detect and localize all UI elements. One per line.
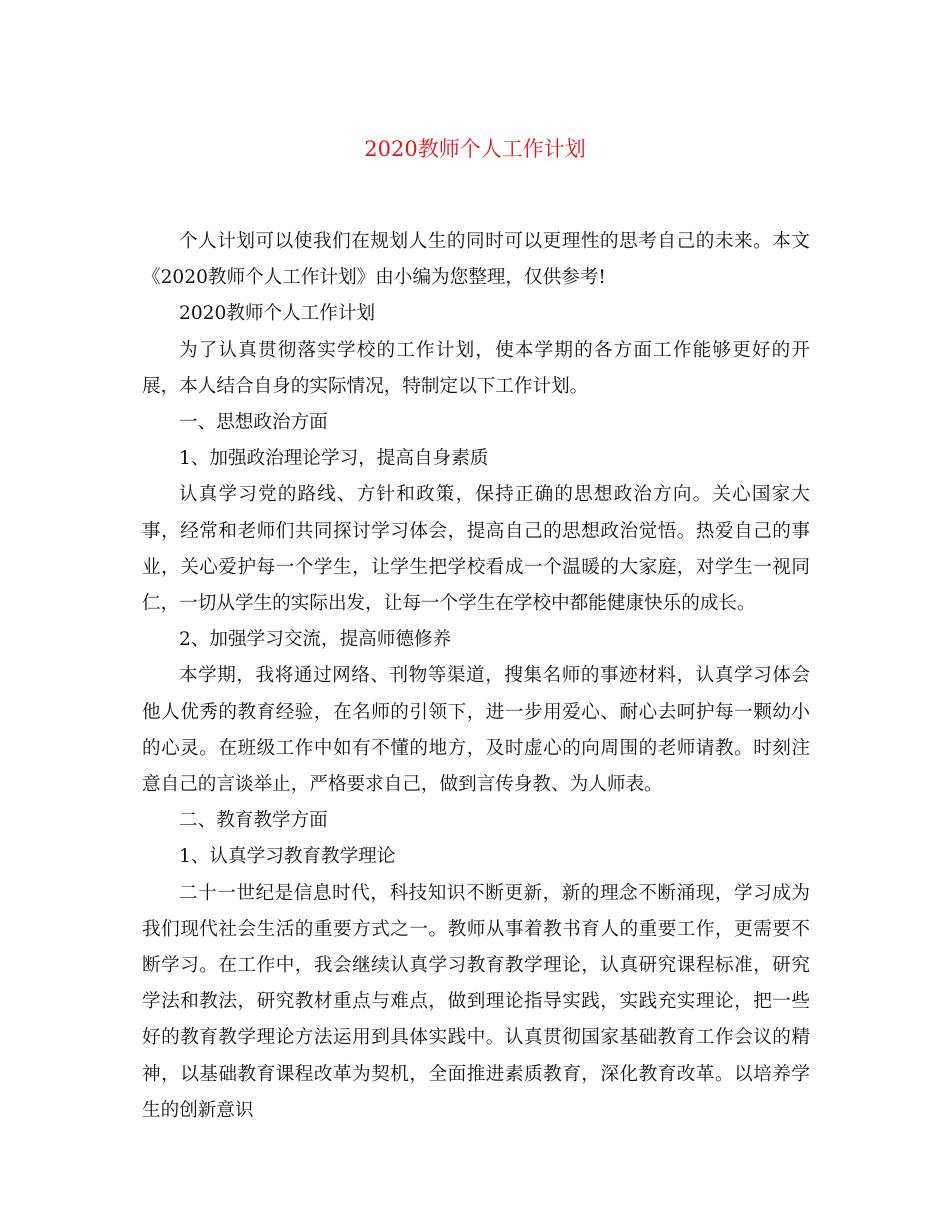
subsection-heading-education-theory: 1、认真学习教育教学理论 <box>179 846 396 868</box>
section-heading-political: 一、思想政治方面 <box>179 412 328 434</box>
ethics-paragraph: 本学期，我将通过网络、刊物等渠道，搜集名师的事迹材料，认真学习体会他人优秀的教育经验，在名师的引领下，进一步用爱心、耐心去呵护每一颗幼小的心灵。在班级工作中如有不懂的地方，及时虚心的向周围的老师请教。时刻注意自己的言谈举止，严格要求自己，做到言传身教、为人师表。 <box>142 665 810 796</box>
section-heading-teaching: 二、教育教学方面 <box>179 810 328 832</box>
document-body <box>142 224 810 1129</box>
intro-paragraph: 个人计划可以使我们在规划人生的同时可以更理性的思考自己的未来。本文《2020教师个人工作计划》由小编为您整理，仅供参考! <box>142 231 810 289</box>
document-title: 2020教师个人工作计划 <box>364 137 586 161</box>
education-theory-paragraph: 二十一世纪是信息时代，科技知识不断更新，新的理念不断涌现，学习成为我们现代社会生活的重要方式之一。教师从事着教书育人的重要工作，更需要不断学习。在工作中，我会继续认真学习教育教学理论，认真研究课程标准，研究学法和教法，研究教材重点与难点，做到理论指导实践，实践充实理论，把一些好的教育教学理论方法运用到具体实践中。认真贯彻国家基础教育工作会议的精神，以基础教育课程改革为契机，全面推进素质教育，深化教育改革。以培养学生的创新意识 <box>142 882 810 1121</box>
purpose-paragraph: 为了认真贯彻落实学校的工作计划，使本学期的各方面工作能够更好的开展，本人结合自身的实际情况，特制定以下工作计划。 <box>142 339 810 397</box>
subsection-heading-theory: 1、加强政治理论学习，提高自身素质 <box>179 448 489 470</box>
political-study-paragraph: 认真学习党的路线、方针和政策，保持正确的思想政治方向。关心国家大事，经常和老师们共同探讨学习体会，提高自己的思想政治觉悟。热爱自己的事业，关心爱护每一个学生，让学生把学校看成一个温暖的大家庭，对学生一视同仁，一切从学生的实际出发，让每一个学生在学校中都能健康快乐的成长。 <box>142 484 810 615</box>
subtitle-line: 2020教师个人工作计划 <box>179 303 376 325</box>
subsection-heading-ethics: 2、加强学习交流，提高师德修养 <box>179 629 452 651</box>
